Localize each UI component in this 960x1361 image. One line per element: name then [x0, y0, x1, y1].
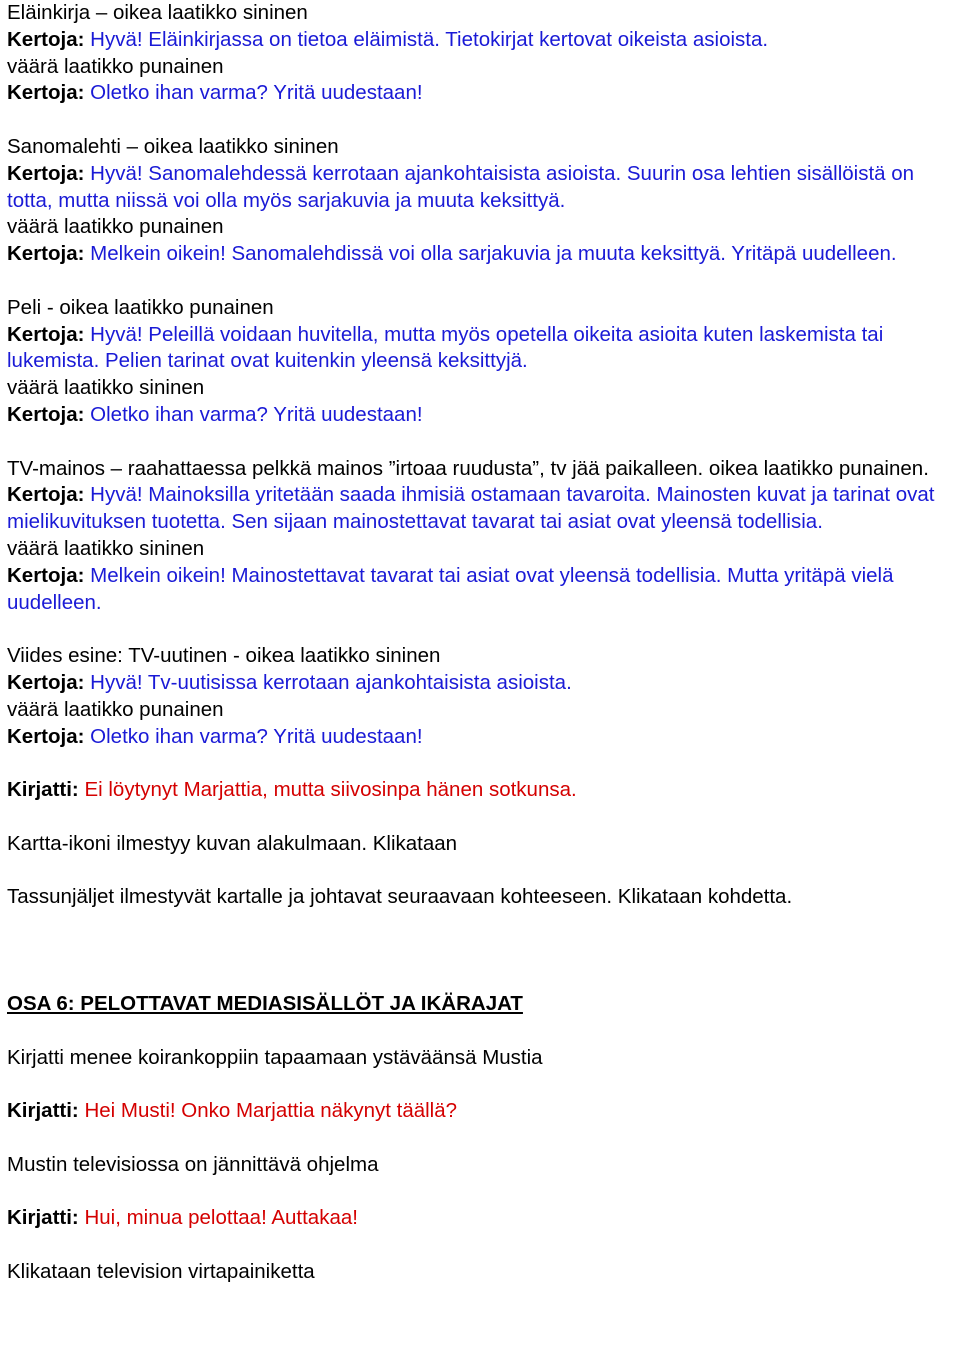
narrator-line: Melkein oikein! Sanomalehdissä voi olla sarjakuvia ja muuta keksittyä. Yritäpä uudelleen.: [90, 242, 897, 266]
kirjatti-dialogue: Hei Musti! Onko Marjattia näkynyt täällä?: [84, 1099, 458, 1123]
narrator-line: Hyvä! Eläinkirjassa on tietoa eläimistä. Tietokirjat kertovat oikeista asioista.: [90, 27, 769, 51]
tvmainos-wrong: väärä laatikko sininen: [7, 536, 205, 560]
narrator-line: Oletko ihan varma? Yritä uudestaan!: [90, 402, 423, 426]
sanomalehti-wrong: väärä laatikko punainen: [7, 215, 224, 239]
kirjatti-dialogue: Ei löytynyt Marjattia, mutta siivosinpa hänen sotkunsa.: [84, 778, 577, 802]
narrator-line: Melkein oikein! Mainostettavat tavarat tai asiat ovat yleensä todellisia. Mutta yritäpä vielä uudelleen.: [7, 563, 894, 614]
speaker-label: Kertoja:: [7, 402, 85, 426]
speaker-label: Kirjatti:: [7, 1099, 79, 1123]
osa6-click: Klikataan television virtapainiketta: [7, 1260, 315, 1284]
speaker-label: Kertoja:: [7, 483, 85, 507]
tvuutinen-correct: Viides esine: TV-uutinen - oikea laatikko sininen: [7, 644, 441, 668]
narrator-line: Hyvä! Peleillä voidaan huvitella, mutta myös opetella oikeita asioita kuten laskemista tai lukemista. Pelien tarinat ovat kuitenkin yleensä keksittyjä.: [7, 322, 884, 373]
tvmainos-narrator-correct: [7, 482, 954, 536]
speaker-label: Kirjatti:: [7, 1206, 79, 1230]
speaker-label: Kertoja:: [7, 670, 85, 694]
sanomalehti-correct: Sanomalehti – oikea laatikko sininen: [7, 134, 339, 158]
sanomalehti-narrator-correct: [7, 161, 954, 215]
section-heading: OSA 6: PELOTTAVAT MEDIASISÄLLÖT JA IKÄRAJAT: [7, 992, 523, 1016]
kirjatti-line-3: [7, 1205, 954, 1232]
tvuutinen-wrong: väärä laatikko punainen: [7, 697, 224, 721]
speaker-label: Kertoja:: [7, 242, 85, 266]
peli-narrator-correct: [7, 322, 954, 376]
kirjatti-line-1: [7, 777, 954, 804]
kirjatti-line-2: [7, 1098, 954, 1125]
speaker-label: Kertoja:: [7, 81, 85, 105]
narrator-line: Hyvä! Sanomalehdessä kerrotaan ajankohtaisista asioista. Suurin osa lehtien sisällöistä on totta, mutta niissä voi olla myös sarjakuvia ja muuta keksittyä.: [7, 161, 915, 212]
tvmainos-narrator-wrong: [7, 563, 954, 617]
speaker-label: Kertoja:: [7, 322, 85, 346]
osa6-tv: Mustin televisiossa on jännittävä ohjelma: [7, 1152, 379, 1176]
peli-correct: Peli - oikea laatikko punainen: [7, 295, 274, 319]
speaker-label: Kirjatti:: [7, 778, 79, 802]
speaker-label: Kertoja:: [7, 27, 85, 51]
narrator-line: Oletko ihan varma? Yritä uudestaan!: [90, 724, 423, 748]
speaker-label: Kertoja:: [7, 724, 85, 748]
kirjatti-dialogue: Hui, minua pelottaa! Auttakaa!: [84, 1206, 358, 1230]
osa6-intro: Kirjatti menee koirankoppiin tapaamaan ystäväänsä Mustia: [7, 1045, 543, 1069]
elainkirja-narrator-wrong: [7, 80, 954, 107]
tvuutinen-narrator-wrong: [7, 724, 954, 751]
peli-wrong: väärä laatikko sininen: [7, 376, 205, 400]
elainkirja-narrator-correct: [7, 27, 954, 54]
narrator-line: Oletko ihan varma? Yritä uudestaan!: [90, 81, 423, 105]
elainkirja-wrong: väärä laatikko punainen: [7, 54, 224, 78]
elainkirja-correct: Eläinkirja – oikea laatikko sininen: [7, 1, 308, 24]
narrator-line: Hyvä! Mainoksilla yritetään saada ihmisiä ostamaan tavaroita. Mainosten kuvat ja tarinat ovat mielikuvituksen tuotetta. Sen sijaan mainostettavat tavarat tai asiat ovat yleensä todellisia.: [7, 483, 935, 534]
tvmainos-correct: TV-mainos – raahattaessa pelkkä mainos ”irtoaa ruudusta”, tv jää paikalleen. oikea laatikko punainen.: [7, 456, 929, 480]
speaker-label: Kertoja:: [7, 563, 85, 587]
tvuutinen-narrator-correct: [7, 670, 954, 697]
speaker-label: Kertoja:: [7, 161, 85, 185]
sanomalehti-narrator-wrong: [7, 241, 954, 268]
kartta-instruction: Kartta-ikoni ilmestyy kuvan alakulmaan. Klikataan: [7, 831, 458, 855]
narrator-line: Hyvä! Tv-uutisissa kerrotaan ajankohtaisista asioista.: [90, 670, 572, 694]
peli-narrator-wrong: [7, 402, 954, 429]
tassut-instruction: Tassunjäljet ilmestyvät kartalle ja johtavat seuraavaan kohteeseen. Klikataan kohdetta.: [7, 885, 793, 909]
